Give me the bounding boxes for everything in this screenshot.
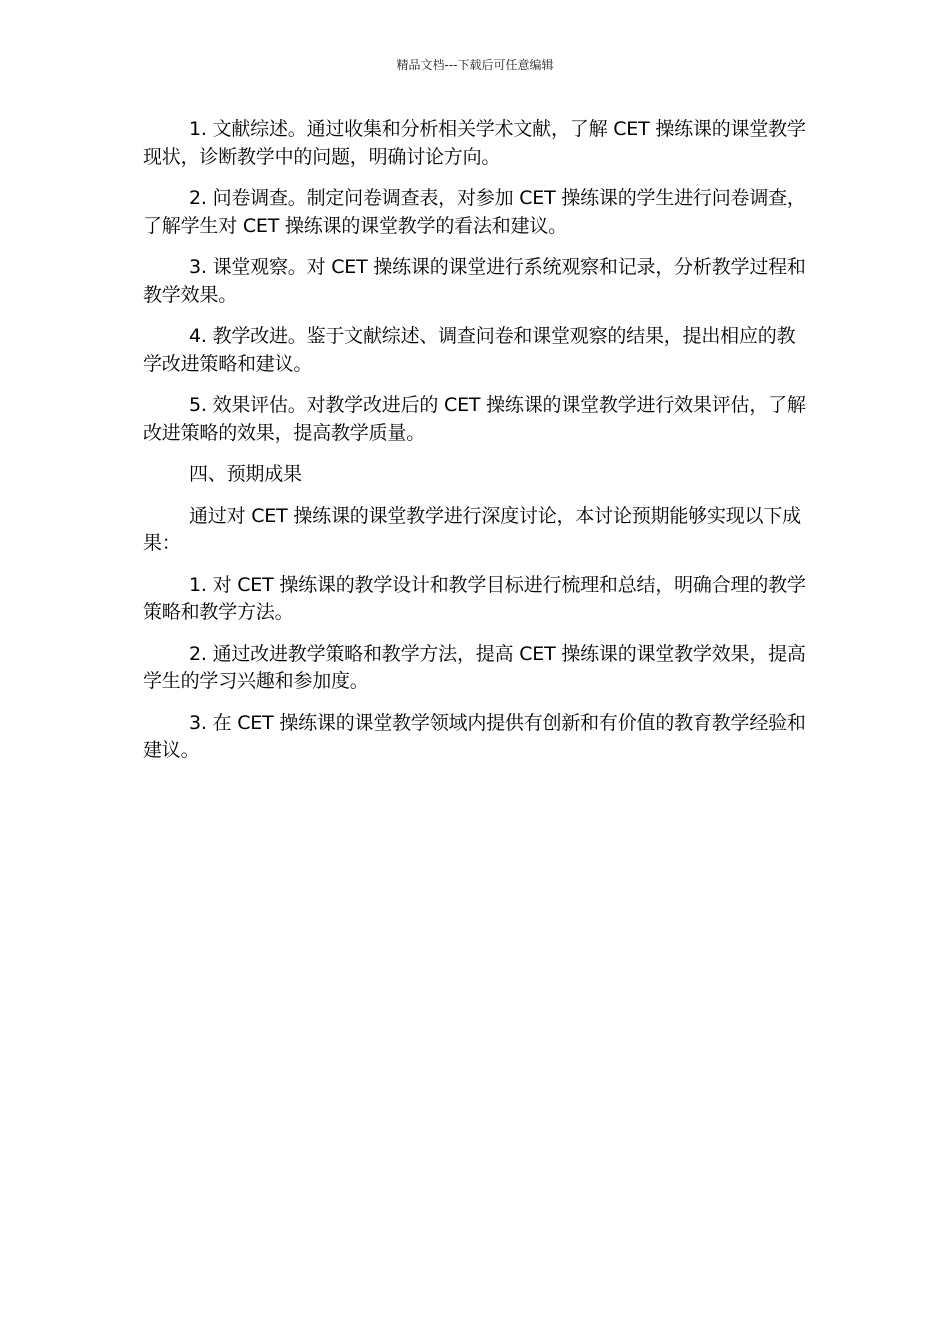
paragraph-method-classroom-observation: 3. 课堂观察。对 CET 操练课的课堂进行系统观察和记录，分析教学过程和教学效果。 <box>143 256 806 306</box>
paragraph-method-teaching-improvement: 4. 教学改进。鉴于文献综述、调查问卷和课堂观察的结果，提出相应的教学改进策略和建议。 <box>143 325 796 375</box>
paragraph-result-3: 3. 在 CET 操练课的课堂教学领域内提供有创新和有价值的教育教学经验和建议。 <box>143 711 806 761</box>
paragraph-result-2: 2. 通过改进教学策略和教学方法，提高 CET 操练课的课堂教学效果，提高学生的学习兴趣和参加度。 <box>143 642 806 692</box>
section-heading-expected-results: 四、预期成果 <box>189 463 302 485</box>
paragraph-method-effect-evaluation: 5. 效果评估。对教学改进后的 CET 操练课的课堂教学进行效果评估，了解改进策略的效果，提高教学质量。 <box>143 394 806 444</box>
paragraph-expected-results-intro: 通过对 CET 操练课的课堂教学进行深度讨论，本讨论预期能够实现以下成果： <box>143 504 801 554</box>
paragraph-result-1: 1. 对 CET 操练课的教学设计和教学目标进行梳理和总结，明确合理的教学策略和教学方法。 <box>143 573 806 623</box>
document-body <box>143 116 810 779</box>
paragraph-method-literature-review: 1. 文献综述。通过收集和分析相关学术文献，了解 CET 操练课的课堂教学现状，诊断教学中的问题，明确讨论方向。 <box>143 118 806 168</box>
page-header: 精品文档---下载后可任意编辑 <box>396 58 554 72</box>
paragraph-method-questionnaire: 2. 问卷调查。制定问卷调查表，对参加 CET 操练课的学生进行问卷调查，了解学生对 CET 操练课的课堂教学的看法和建议。 <box>143 187 806 237</box>
